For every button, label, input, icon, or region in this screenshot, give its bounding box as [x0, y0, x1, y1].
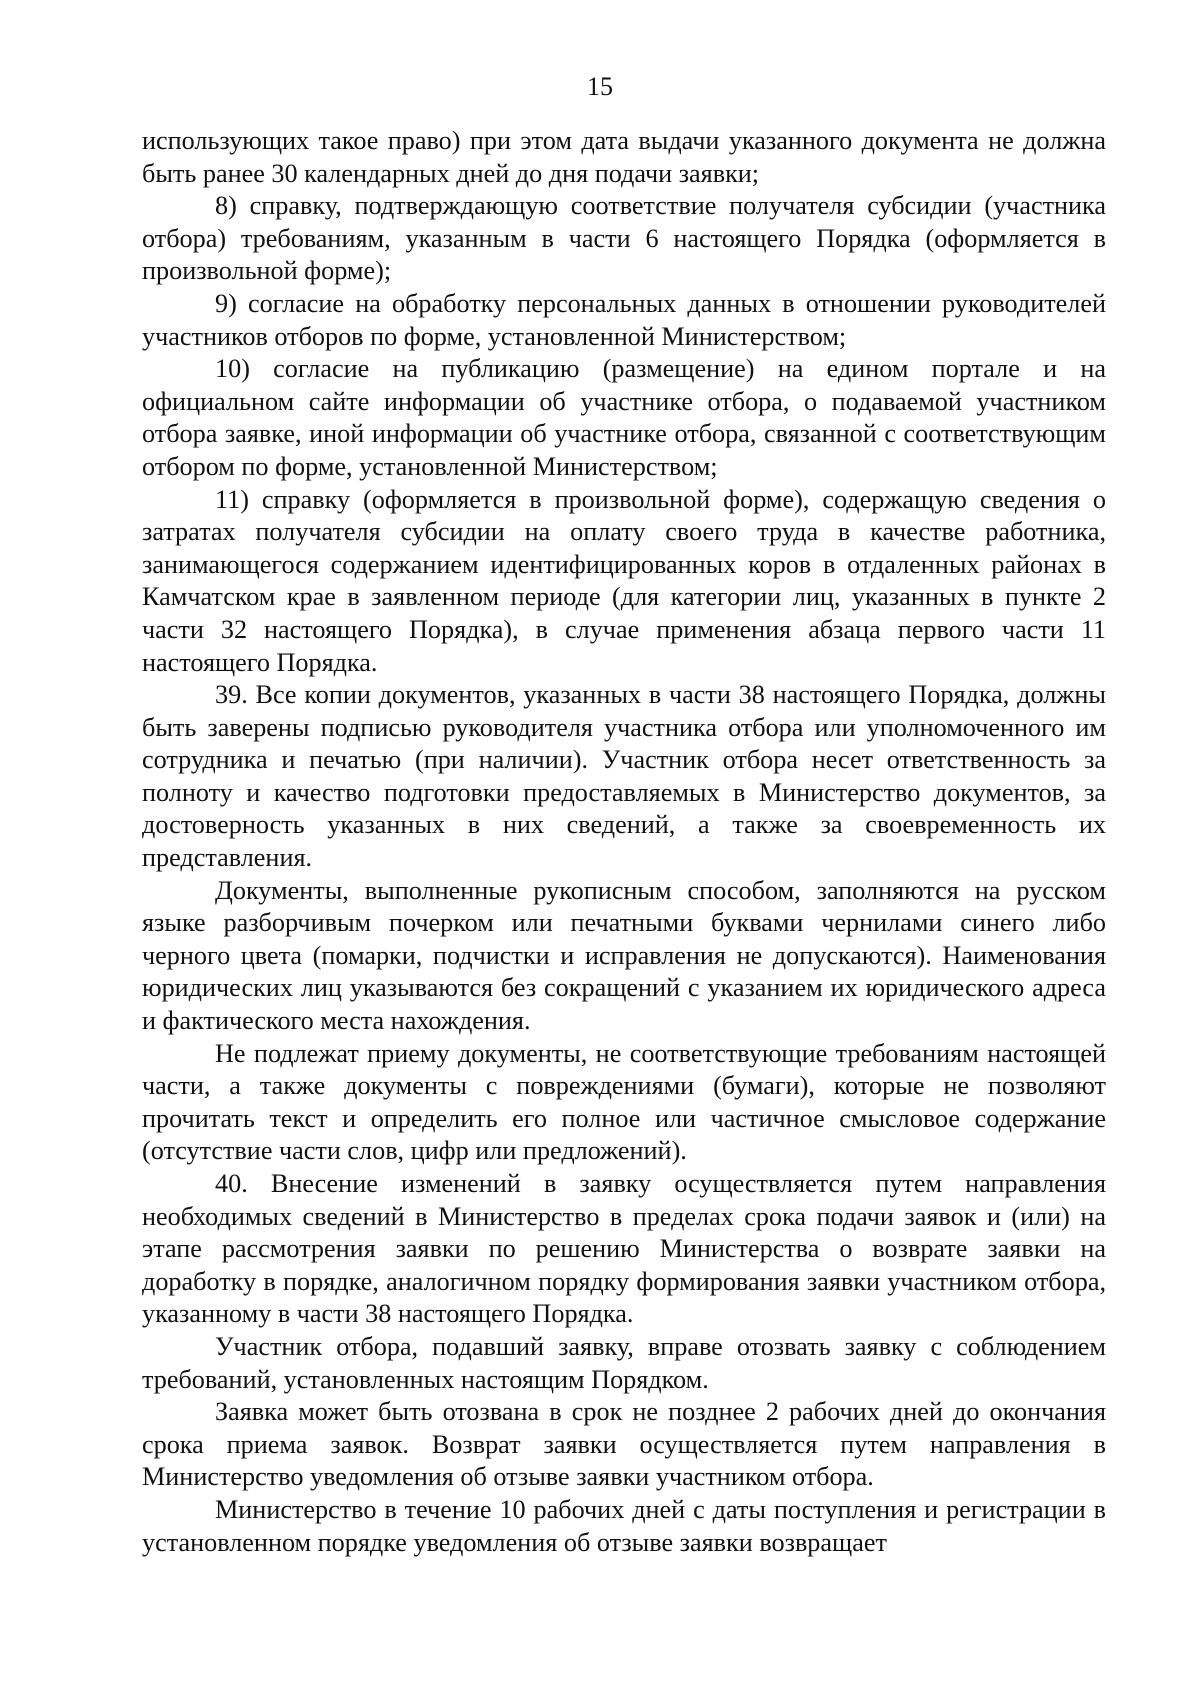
- paragraph-handwritten-documents: Документы, выполненные рукописным способом, заполняются на русском языке разборчивым почерком или печатными буквами чернилами синего либо черного цвета (помарки, подчистки и исправления не допускаются). Наименования юридических лиц указываются без сокращений с указанием их юридического адреса и фактического места нахождения.: [142, 875, 1106, 1036]
- paragraph-withdraw-right: Участник отбора, подавший заявку, вправе отозвать заявку с соблюдением требований, установленных настоящим Порядком.: [142, 1331, 1106, 1394]
- paragraph-item-8: 8) справку, подтверждающую соответствие получателя субсидии (участника отбора) требованиям, указанным в части 6 настоящего Порядка (оформляется в произвольной форме);: [142, 191, 1106, 286]
- paragraph-withdraw-deadline: Заявка может быть отозвана в срок не позднее 2 рабочих дней до окончания срока приема заявок. Возврат заявки осуществляется путем направления в Министерство уведомления об отзыве заявки участником отбора.: [142, 1397, 1106, 1492]
- paragraph-clause-40: 40. Внесение изменений в заявку осуществляется путем направления необходимых сведений в Министерство в пределах срока подачи заявок и (или) на этапе рассмотрения заявки по решению Министерства о возврате заявки на доработку в порядке, аналогичном порядку формирования заявки участником отбора, указанному в части 38 настоящего Порядка.: [142, 1169, 1106, 1329]
- paragraph-rejected-documents: Не подлежат приему документы, не соответствующие требованиям настоящей части, а также документы с повреждениями (бумаги), которые не позволяют прочитать текст и определить его полное или частичное смысловое содержание (отсутствие части слов, цифр или предложений).: [142, 1038, 1106, 1166]
- page-number: 15: [587, 72, 613, 101]
- paragraph-item-9: 9) согласие на обработку персональных данных в отношении руководителей участников отборов по форме, установленной Министерством;: [142, 288, 1106, 351]
- paragraph-item-10: 10) согласие на публикацию (размещение) на едином портале и на официальном сайте информации об участнике отбора, о подаваемой участником отбора заявке, иной информации об участнике отбора, связанной с соответствующим отбором по форме, установленной Министерством;: [142, 354, 1106, 481]
- document-body: [142, 125, 1106, 1559]
- paragraph-ministry-return: Министерство в течение 10 рабочих дней с даты поступления и регистрации в установленном порядке уведомления об отзыве заявки возвращает: [142, 1494, 1106, 1557]
- paragraph-item-11: 11) справку (оформляется в произвольной форме), содержащую сведения о затратах получателя субсидии на оплату своего труда в качестве работника, занимающегося содержанием идентифицированных коров в отдаленных районах в Камчатском крае в заявленном периоде (для категории лиц, указанных в пункте 2 части 32 настоящего Порядка), в случае применения абзаца первого части 11 настоящего Порядка.: [142, 484, 1106, 677]
- paragraph-clause-39: 39. Все копии документов, указанных в части 38 настоящего Порядка, должны быть заверены подписью руководителя участника отбора или уполномоченного им сотрудника и печатью (при наличии). Участник отбора несет ответственность за полноту и качество подготовки предоставляемых в Министерство документов, за достоверность указанных в них сведений, а также за своевременность их представления.: [142, 680, 1106, 873]
- paragraph-continuation: использующих такое право) при этом дата выдачи указанного документа не должна быть ранее 30 календарных дней до дня подачи заявки;: [142, 126, 1106, 188]
